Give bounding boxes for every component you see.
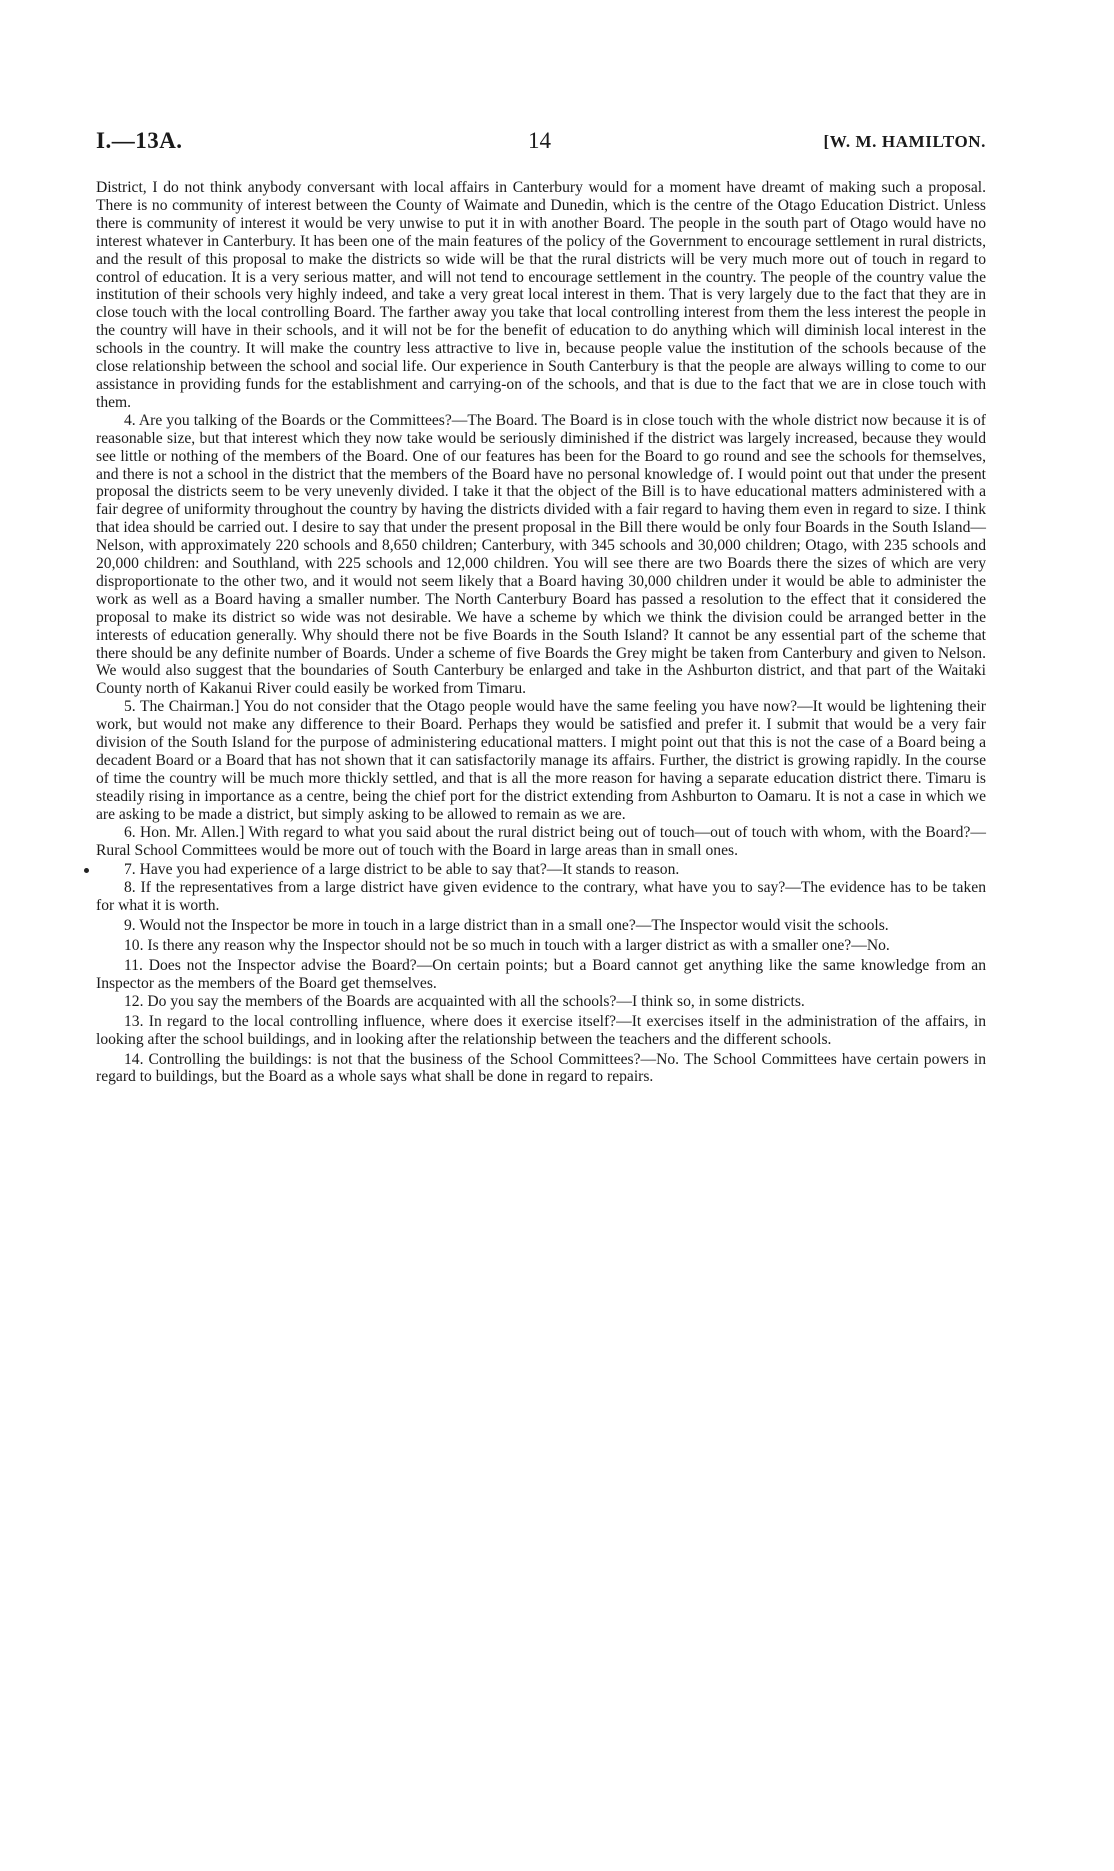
paragraph-continued: District, I do not think anybody conversant with local affairs in Canterbury would for a moment have dreamt of making such a proposal. There is no community of interest between the County of Waimate and Dunedin, which is the centre of the Otago Education District. Unless there is community of interest it would be very unwise to put it in with another Board. The people in the south part of Otago would have no interest whatever in Canterbury. It has been one of the main features of the policy of the Government to encourage settlement in rural districts, and the result of this proposal to make the districts so wide will be that the rural districts will be very much more out of touch in regard to control of education. It is a very serious matter, and will not tend to encourage settlement in the country. The people of the country value the institution of their schools very highly indeed, and take a very great local interest in them. That is very largely due to the fact that they are in close touch with the local controlling Board. The farther away you take that local controlling interest from them the less interest the people in the country will have in their schools, and it will not be for the benefit of education to do anything which will diminish local interest in the schools in the country. It will make the country less attractive to live in, because people value the institution of the schools because of the close relationship between the school and social life. Our experience in South Canterbury is that the people are always willing to come to our assistance in providing funds for the establishment and carrying-on of the schools, and that is due to the fact that we are in close touch with them. xyxy=(96,179,986,411)
evidence-text xyxy=(96,179,986,1086)
parliamentary-paper-code: I.—13A. xyxy=(96,128,183,153)
paragraph-q4: 4. Are you talking of the Boards or the Committees?—The Board. The Board is in close touch with the whole district now because it is of reasonable size, but that interest which they now take would be seriously diminished if the district was largely increased, because they would see little or nothing of the members of the Board. One of our features has been for the Board to go round and see the schools for themselves, and there is not a school in the district that the members of the Board have no personal knowledge of. I would point out that under the present proposal the districts seem to be very unevenly divided. I take it that the object of the Bill is to have educational matters administered with a fair degree of uniformity throughout the country by having the districts divided with a fair regard to having them even in regard to size. I think that idea should be carried out. I desire to say that under the present proposal in the Bill there would be only four Boards in the South Island—Nelson, with approximately 220 schools and 8,650 children; Canterbury, with 345 schools and 30,000 children; Otago, with 235 schools and 20,000 children: and Southland, with 225 schools and 12,000 children. You will see there are two Boards there the sizes of which are very disproportionate to the other two, and it would not seem likely that a Board having 30,000 children under it would be able to administer the work as well as a Board having a smaller number. The North Canterbury Board has passed a resolution to the effect that it considered the proposal to make its district so wide was not desirable. We have a scheme by which we think the division could be arranged better in the interests of education generally. Why should there not be five Boards in the South Island? It cannot be any essential part of the scheme that there should be any definite number of Boards. Under a scheme of five Boards the Grey might be taken from Canterbury and given to Nelson. We would also suggest that the boundaries of South Canterbury be enlarged and take in the Ashburton district, and that part of the Waitaki County north of Kakanui River could easily be worked from Timaru. xyxy=(96,411,986,698)
paragraph-q11: 11. Does not the Inspector advise the Board?—On certain points; but a Board cannot get anything like the same knowledge from an Inspector as the members of the Board get themselves. xyxy=(96,956,986,992)
marginal-mark xyxy=(84,868,89,873)
paragraph-q14: 14. Controlling the buildings: is not that the business of the School Committees?—No. The School Committees have certain powers in regard to buildings, but the Board as a whole says what shall be done in regard to repairs. xyxy=(96,1050,986,1086)
paragraph-q8: 8. If the representatives from a large district have given evidence to the contrary, what have you to say?—The evidence has to be taken for what it is worth. xyxy=(96,879,986,915)
paragraph-q9: 9. Would not the Inspector be more in touch in a large district than in a small one?—The Inspector would visit the schools. xyxy=(124,917,889,935)
paragraph-q12: 12. Do you say the members of the Boards are acquainted with all the schools?—I think so, in some districts. xyxy=(124,992,805,1010)
paragraph-q10: 10. Is there any reason why the Inspector should not be so much in touch with a larger district as with a smaller one?—No. xyxy=(124,937,890,955)
page-header xyxy=(96,128,986,164)
paragraph-q5: 5. The Chairman.] You do not consider that the Otago people would have the same feeling you have now?—It would be lightening their work, but would not make any difference to their Board. Perhaps they would be satisfied and prefer it. I submit that would be a very fair division of the South Island for the purpose of administering educational matters. I might point out that this is not the case of a Board being a decadent Board or a Board that has not shown that it can satisfactorily manage its affairs. Further, the district is growing rapidly. In the course of time the country will be much more thickly settled, and that is all the more reason for having a separate education district there. Timaru is steadily rising in importance as a centre, being the chief port for the district extending from Ashburton to Oamaru. It is not a case in which we are asking to be made a district, but simply asking to be allowed to remain as we are. xyxy=(96,698,986,823)
witness-name: [W. M. HAMILTON. xyxy=(823,132,986,151)
paragraph-q13: 13. In regard to the local controlling influence, where does it exercise itself?—It exercises itself in the administration of the affairs, in looking after the school buildings, and in looking after the relationship between the teachers and the different schools. xyxy=(96,1012,986,1048)
page-number: 14 xyxy=(528,128,551,153)
paragraph-q6: 6. Hon. Mr. Allen.] With regard to what you said about the rural district being out of touch—out of touch with whom, with the Board?—Rural School Committees would be more out of touch with the Board in large areas than in small ones. xyxy=(96,823,986,859)
paragraph-q7: 7. Have you had experience of a large district to be able to say that?—It stands to reason. xyxy=(124,861,680,879)
